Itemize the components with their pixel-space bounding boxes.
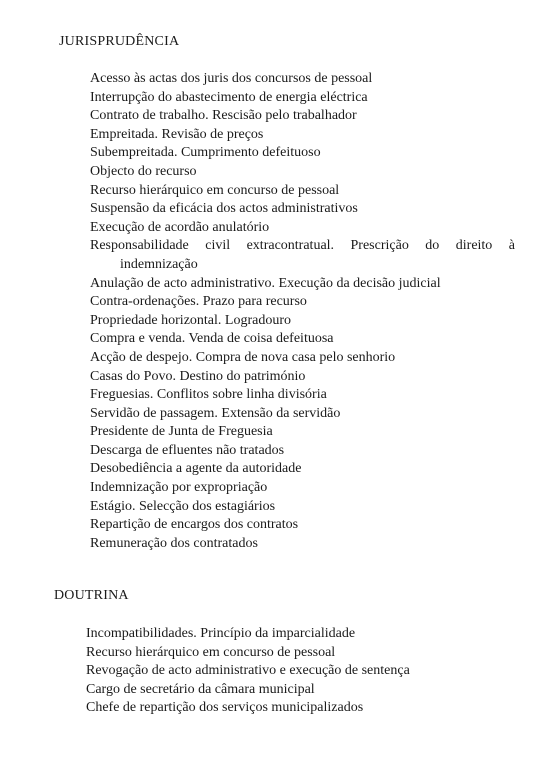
list-item: Remuneração dos contratados: [90, 535, 258, 551]
list-item: Servidão de passagem. Extensão da servidão: [90, 405, 341, 421]
list-item: Contra-ordenações. Prazo para recurso: [90, 294, 307, 310]
list-item: Acesso às actas dos juris dos concursos de pessoal: [90, 71, 373, 86]
list-item: Suspensão da eficácia dos actos administrativos: [90, 201, 358, 217]
doutrina-list: [86, 625, 516, 718]
list-item: Incompatibilidades. Princípio da imparcialidade: [86, 626, 356, 641]
jurisprudencia-list: [90, 70, 515, 553]
list-item: Contrato de trabalho. Rescisão pelo trabalhador: [90, 108, 357, 124]
list-item: Anulação de acto administrativo. Execução da decisão judicial: [90, 275, 441, 291]
list-item: Repartição de encargos dos contratos: [90, 517, 299, 533]
list-item: Interrupção do abastecimento de energia eléctrica: [90, 89, 368, 105]
list-item: Execução de acordão anulatório: [90, 219, 270, 235]
section-heading-doutrina: DOUTRINA: [54, 588, 129, 603]
list-item: Recurso hierárquico em concurso de pessoal: [90, 182, 340, 198]
list-item: Compra e venda. Venda de coisa defeituosa: [90, 331, 334, 347]
list-item: Empreitada. Revisão de preços: [90, 126, 264, 142]
list-item: Acção de despejo. Compra de nova casa pelo senhorio: [90, 349, 396, 365]
list-item: Desobediência a agente da autoridade: [90, 461, 302, 477]
list-item: Cargo de secretário da câmara municipal: [86, 681, 315, 697]
list-item: Subempreitada. Cumprimento defeituoso: [90, 145, 321, 161]
list-item: Objecto do recurso: [90, 163, 197, 179]
list-item: Estágio. Selecção dos estagiários: [90, 498, 276, 514]
list-item: Casas do Povo. Destino do património: [90, 368, 306, 384]
list-item: Recurso hierárquico em concurso de pessoal: [86, 644, 336, 660]
list-item: Indemnização por expropriação: [90, 480, 268, 496]
list-item: Presidente de Junta de Freguesia: [90, 424, 273, 440]
list-item: Propriedade horizontal. Logradouro: [90, 312, 291, 328]
list-item: Descarga de efluentes não tratados: [90, 442, 285, 458]
list-item: Responsabilidade civil extracontratual. Prescrição do direito à indemnização: [90, 238, 515, 272]
section-heading-jurisprudencia: JURISPRUDÊNCIA: [59, 34, 180, 49]
list-item: Revogação de acto administrativo e execução de sentença: [86, 663, 410, 679]
list-item: Freguesias. Conflitos sobre linha divisória: [90, 387, 327, 403]
list-item: Chefe de repartição dos serviços municipalizados: [86, 700, 364, 716]
